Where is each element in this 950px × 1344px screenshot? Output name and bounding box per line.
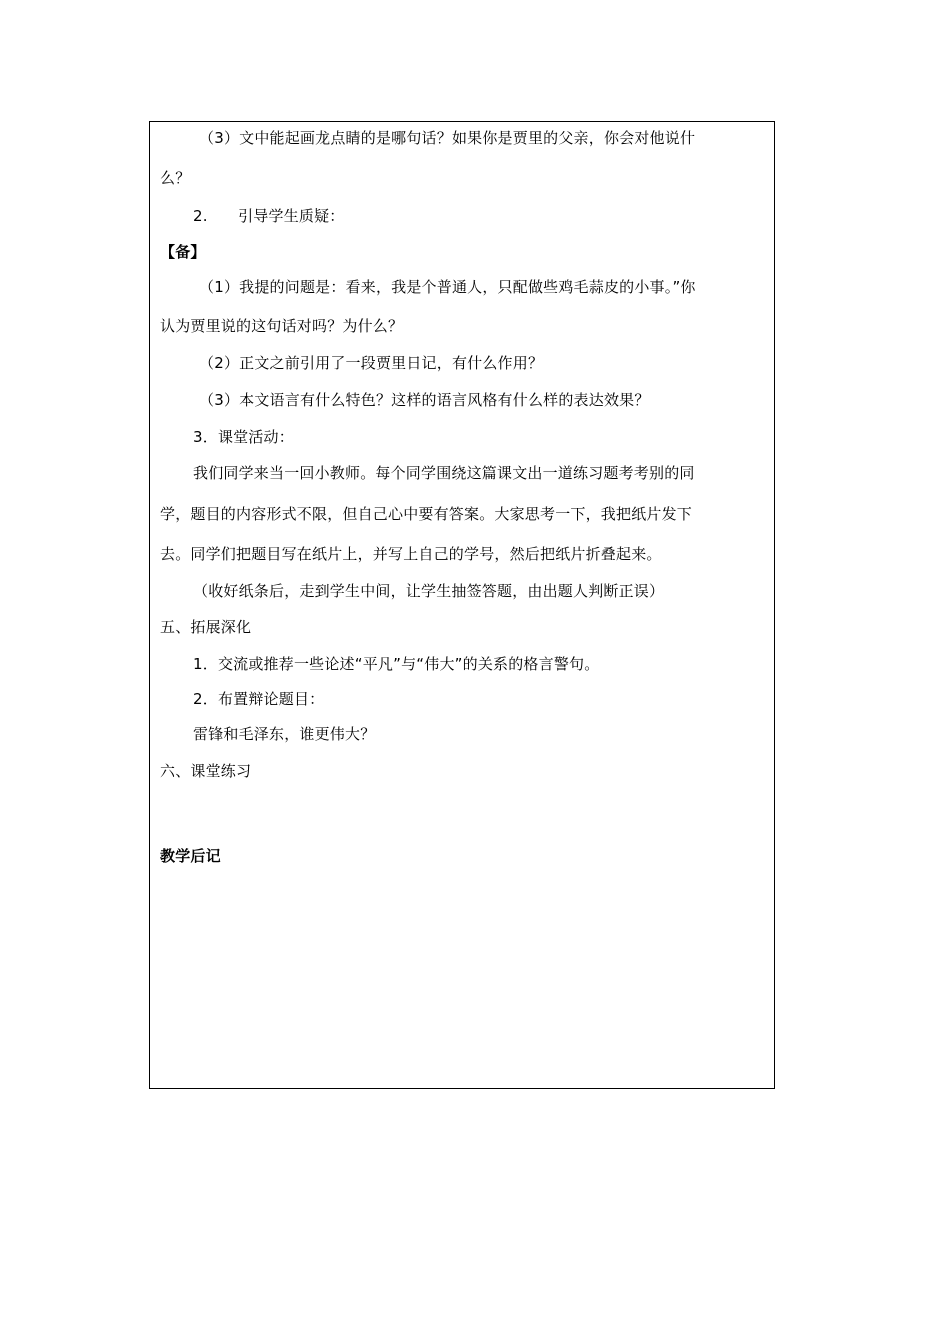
section-heading: 教学后记 — [160, 847, 221, 865]
text-line: （1）我提的问题是：看来，我是个普通人，只配做些鸡毛蒜皮的小事。”你 — [199, 278, 696, 296]
text-line: 1．交流或推荐一些论述“平凡”与“伟大”的关系的格言警句。 — [193, 655, 600, 673]
section-heading: 【备】 — [160, 243, 206, 261]
text-line: 2. 引导学生质疑： — [193, 207, 345, 225]
text-line: （收好纸条后，走到学生中间，让学生抽签答题，由出题人判断正误） — [193, 582, 665, 600]
text-line: 认为贾里说的这句话对吗？为什么？ — [160, 317, 404, 335]
section-heading: 六、课堂练习 — [160, 762, 252, 780]
text-line: （3）本文语言有什么特色？这样的语言风格有什么样的表达效果？ — [199, 391, 650, 409]
text-line: （2）正文之前引用了一段贾里日记，有什么作用？ — [199, 354, 544, 372]
text-line: 学，题目的内容形式不限，但自己心中要有答案。大家思考一下，我把纸片发下 — [160, 505, 693, 523]
text-line: 么？ — [160, 169, 191, 187]
text-line: 我们同学来当一回小教师。每个同学围绕这篇课文出一道练习题考考别的同 — [193, 464, 695, 482]
section-heading: 五、拓展深化 — [160, 618, 252, 636]
lesson-plan-table — [149, 121, 775, 1089]
text-line: 雷锋和毛泽东，谁更伟大？ — [193, 725, 376, 743]
text-line: （3）文中能起画龙点睛的是哪句话？如果你是贾里的父亲，你会对他说什 — [199, 129, 696, 147]
text-line: 2．布置辩论题目： — [193, 690, 325, 708]
text-line: 去。同学们把题目写在纸片上，并写上自己的学号，然后把纸片折叠起来。 — [160, 545, 662, 563]
text-line: 3．课堂活动： — [193, 428, 294, 446]
